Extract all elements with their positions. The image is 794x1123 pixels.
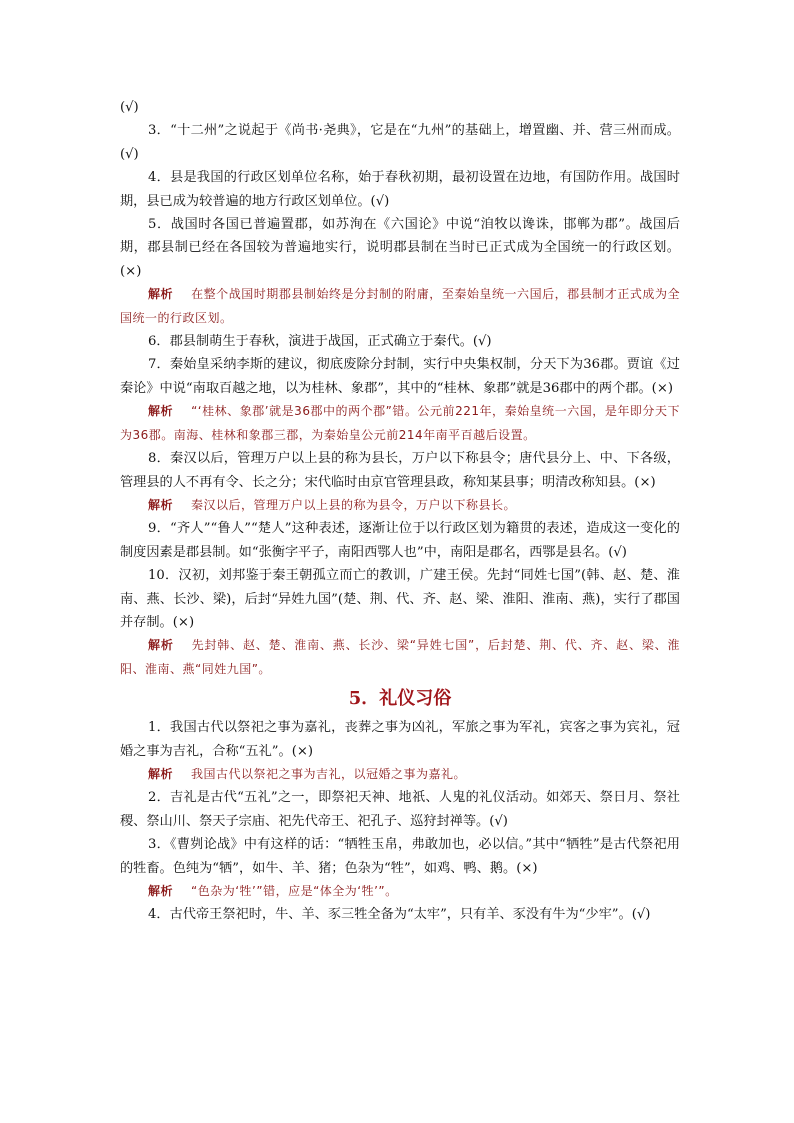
analysis-label: 解析 bbox=[148, 404, 174, 419]
analysis-note bbox=[120, 400, 680, 447]
question-item: 4．古代帝王祭祀时，牛、羊、豕三牲全备为“太牢”，只有羊、豕没有牛为“少牢”。(√) bbox=[148, 907, 651, 923]
analysis-label: 解析 bbox=[148, 497, 174, 512]
question-item: 3．“十二州”之说起于《尚书·尧典》，它是在“九州”的基础上，增置幽、并、营三州而成。(√) bbox=[120, 123, 680, 162]
top-answer-mark: (√) bbox=[120, 100, 139, 115]
question-item: 2．吉礼是古代“五礼”之一，即祭祀天神、地祇、人鬼的礼仪活动。如郊天、祭日月、祭社稷、祭山川、祭天子宗庙、祀先代帝王、祀孔子、巡狩封禅等。(√) bbox=[120, 790, 680, 829]
analysis-note bbox=[120, 880, 680, 903]
analysis-text: 秦汉以后，管理万户以上县的称为县令，万户以下称县长。 bbox=[191, 497, 517, 512]
question-item: 3．《曹刿论战》中有这样的话：“牺牲玉帛，弗敢加也，必以信。”其中“牺牲”是古代祭祀用的牲畜。色纯为“牺”，如牛、羊、猪；色杂为“牲”，如鸡、鸭、鹅。(×) bbox=[120, 837, 680, 876]
analysis-note bbox=[120, 494, 680, 517]
question-item: 7．秦始皇采纳李斯的建议，彻底废除分封制，实行中央集权制，分天下为36郡。贾谊《过秦论》中说“南取百越之地，以为桂林、象郡”，其中的“桂林、象郡”就是36郡中的两个郡。(×) bbox=[120, 357, 680, 396]
section-heading: 5．礼仪习俗 bbox=[348, 688, 452, 710]
question-item: 6．郡县制萌生于春秋，演进于战国，正式确立于秦代。(√) bbox=[148, 334, 492, 350]
analysis-text: “‘桂林、象郡’就是36郡中的两个郡”错。公元前221年，秦始皇统一六国，是年即分天下为36郡。南海、桂林和象郡三郡，为秦始皇公元前214年南平百越后设置。 bbox=[120, 404, 680, 442]
analysis-text: 先封韩、赵、楚、淮南、燕、长沙、梁“异姓七国”，后封楚、荆、代、齐、赵、梁、淮阳、淮南、燕“同姓九国”。 bbox=[120, 638, 680, 676]
analysis-label: 解析 bbox=[148, 884, 174, 898]
question-item: 9．“齐人”“鲁人”“楚人”这种表述，逐渐让位于以行政区划为籍贯的表述，造成这一变化的制度因素是郡县制。如“张衡字平子，南阳西鄂人也”中，南阳是郡名，西鄂是县名。(√) bbox=[120, 521, 680, 560]
analysis-text: 在整个战国时期郡县制始终是分封制的附庸，至秦始皇统一六国后，郡县制才正式成为全国统一的行政区划。 bbox=[120, 287, 680, 325]
question-item: 5．战国时各国已普遍置郡，如苏洵在《六国论》中说“洎牧以谗诛，邯郸为郡”。战国后期，郡县制已经在各国较为普遍地实行，说明郡县制在当时已正式成为全国统一的行政区划。(×) bbox=[120, 217, 680, 279]
analysis-text: 我国古代以祭祀之事为吉礼，以冠婚之事为嘉礼。 bbox=[191, 766, 467, 781]
analysis-label: 解析 bbox=[148, 638, 174, 653]
analysis-note bbox=[120, 634, 680, 681]
analysis-note bbox=[120, 283, 680, 330]
question-item: 8．秦汉以后，管理万户以上县的称为县长，万户以下称县令；唐代县分上、中、下各级，管理县的人不再有令、长之分；宋代临时由京官管理县政，称知某县事；明清改称知县。(×) bbox=[120, 451, 680, 490]
question-item: 10．汉初，刘邦鉴于秦王朝孤立而亡的教训，广建王侯。先封“同姓七国”(韩、赵、楚、淮南、燕、长沙、梁)，后封“异姓九国”(楚、荆、代、齐、赵、梁、淮阳、淮南、燕)，实行了郡国并存制。(×) bbox=[120, 568, 680, 630]
analysis-label: 解析 bbox=[148, 287, 174, 302]
document-page bbox=[120, 96, 680, 927]
question-item: 4．县是我国的行政区划单位名称，始于春秋初期，最初设置在边地，有国防作用。战国时期，县已成为较普遍的地方行政区划单位。(√) bbox=[120, 170, 680, 209]
analysis-note bbox=[120, 763, 680, 786]
question-item: 1．我国古代以祭祀之事为嘉礼，丧葬之事为凶礼，军旅之事为军礼，宾客之事为宾礼，冠婚之事为吉礼，合称“五礼”。(×) bbox=[120, 720, 680, 759]
analysis-text: “色杂为‘牲’”错，应是“体全为‘牲’”。 bbox=[191, 884, 398, 898]
analysis-label: 解析 bbox=[148, 766, 174, 781]
